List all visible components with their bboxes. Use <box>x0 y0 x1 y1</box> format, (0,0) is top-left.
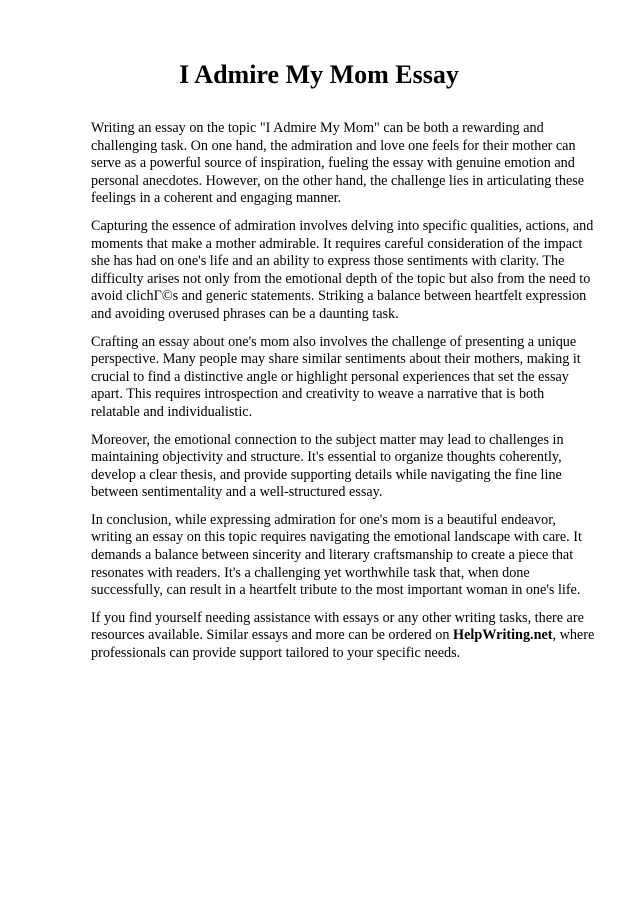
essay-paragraph-1: Writing an essay on the topic "I Admire My Mom" can be both a rewarding and challenging task. On one hand, the admiration and love one feels for their mother can serve as a powerful source of inspiration, fueling the essay with genuine emotion and personal anecdotes. However, on the other hand, the challenge lies in articulating these feelings in a coherent and engaging manner. <box>91 120 585 207</box>
essay-paragraph-3: Crafting an essay about one's mom also involves the challenge of presenting a unique perspective. Many people may share similar sentiments about their mothers, making it crucial to find a distinctive angle or highlight personal experiences that set the essay apart. This requires introspection and creativity to weave a narrative that is both relatable and individualistic. <box>91 333 581 420</box>
essay-body <box>91 120 595 673</box>
essay-paragraph-6 <box>91 610 595 663</box>
essay-paragraph-5: In conclusion, while expressing admiration for one's mom is a beautiful endeavor, writing an essay on this topic requires navigating the emotional landscape with care. It demands a balance between sincerity and literary craftsmanship to create a piece that resonates with readers. It's a challenging yet worthwhile task that, when done successfully, can result in a heartfelt tribute to the most important woman in one's life. <box>91 511 582 599</box>
closing-text-after: , where professionals can provide support tailored to your specific needs. <box>91 627 595 662</box>
essay-paragraph-2: Capturing the essence of admiration involves delving into specific qualities, actions, and moments that make a mother admirable. It requires careful consideration of the impact she has had on one's life and an ability to express those sentiments with clarity. The difficulty arises not only from the emotional depth of the topic but also from the need to avoid clichГ©s and generic statements. Striking a balance between heartfelt expression and avoiding overused phrases can be a daunting task. <box>91 217 594 322</box>
page-title: I Admire My Mom Essay <box>179 60 459 89</box>
essay-paragraph-4: Moreover, the emotional connection to the subject matter may lead to challenges in maintaining objectivity and structure. It's essential to organize thoughts coherently, develop a clear thesis, and provide supporting details while navigating the fine line between sentimentality and a well-structured essay. <box>91 431 564 501</box>
closing-text-before: If you find yourself needing assistance with essays or any other writing tasks, there are resources available. Similar essays and more can be ordered on <box>91 609 584 644</box>
helpwriting-brand-text: HelpWriting.net <box>453 627 553 644</box>
